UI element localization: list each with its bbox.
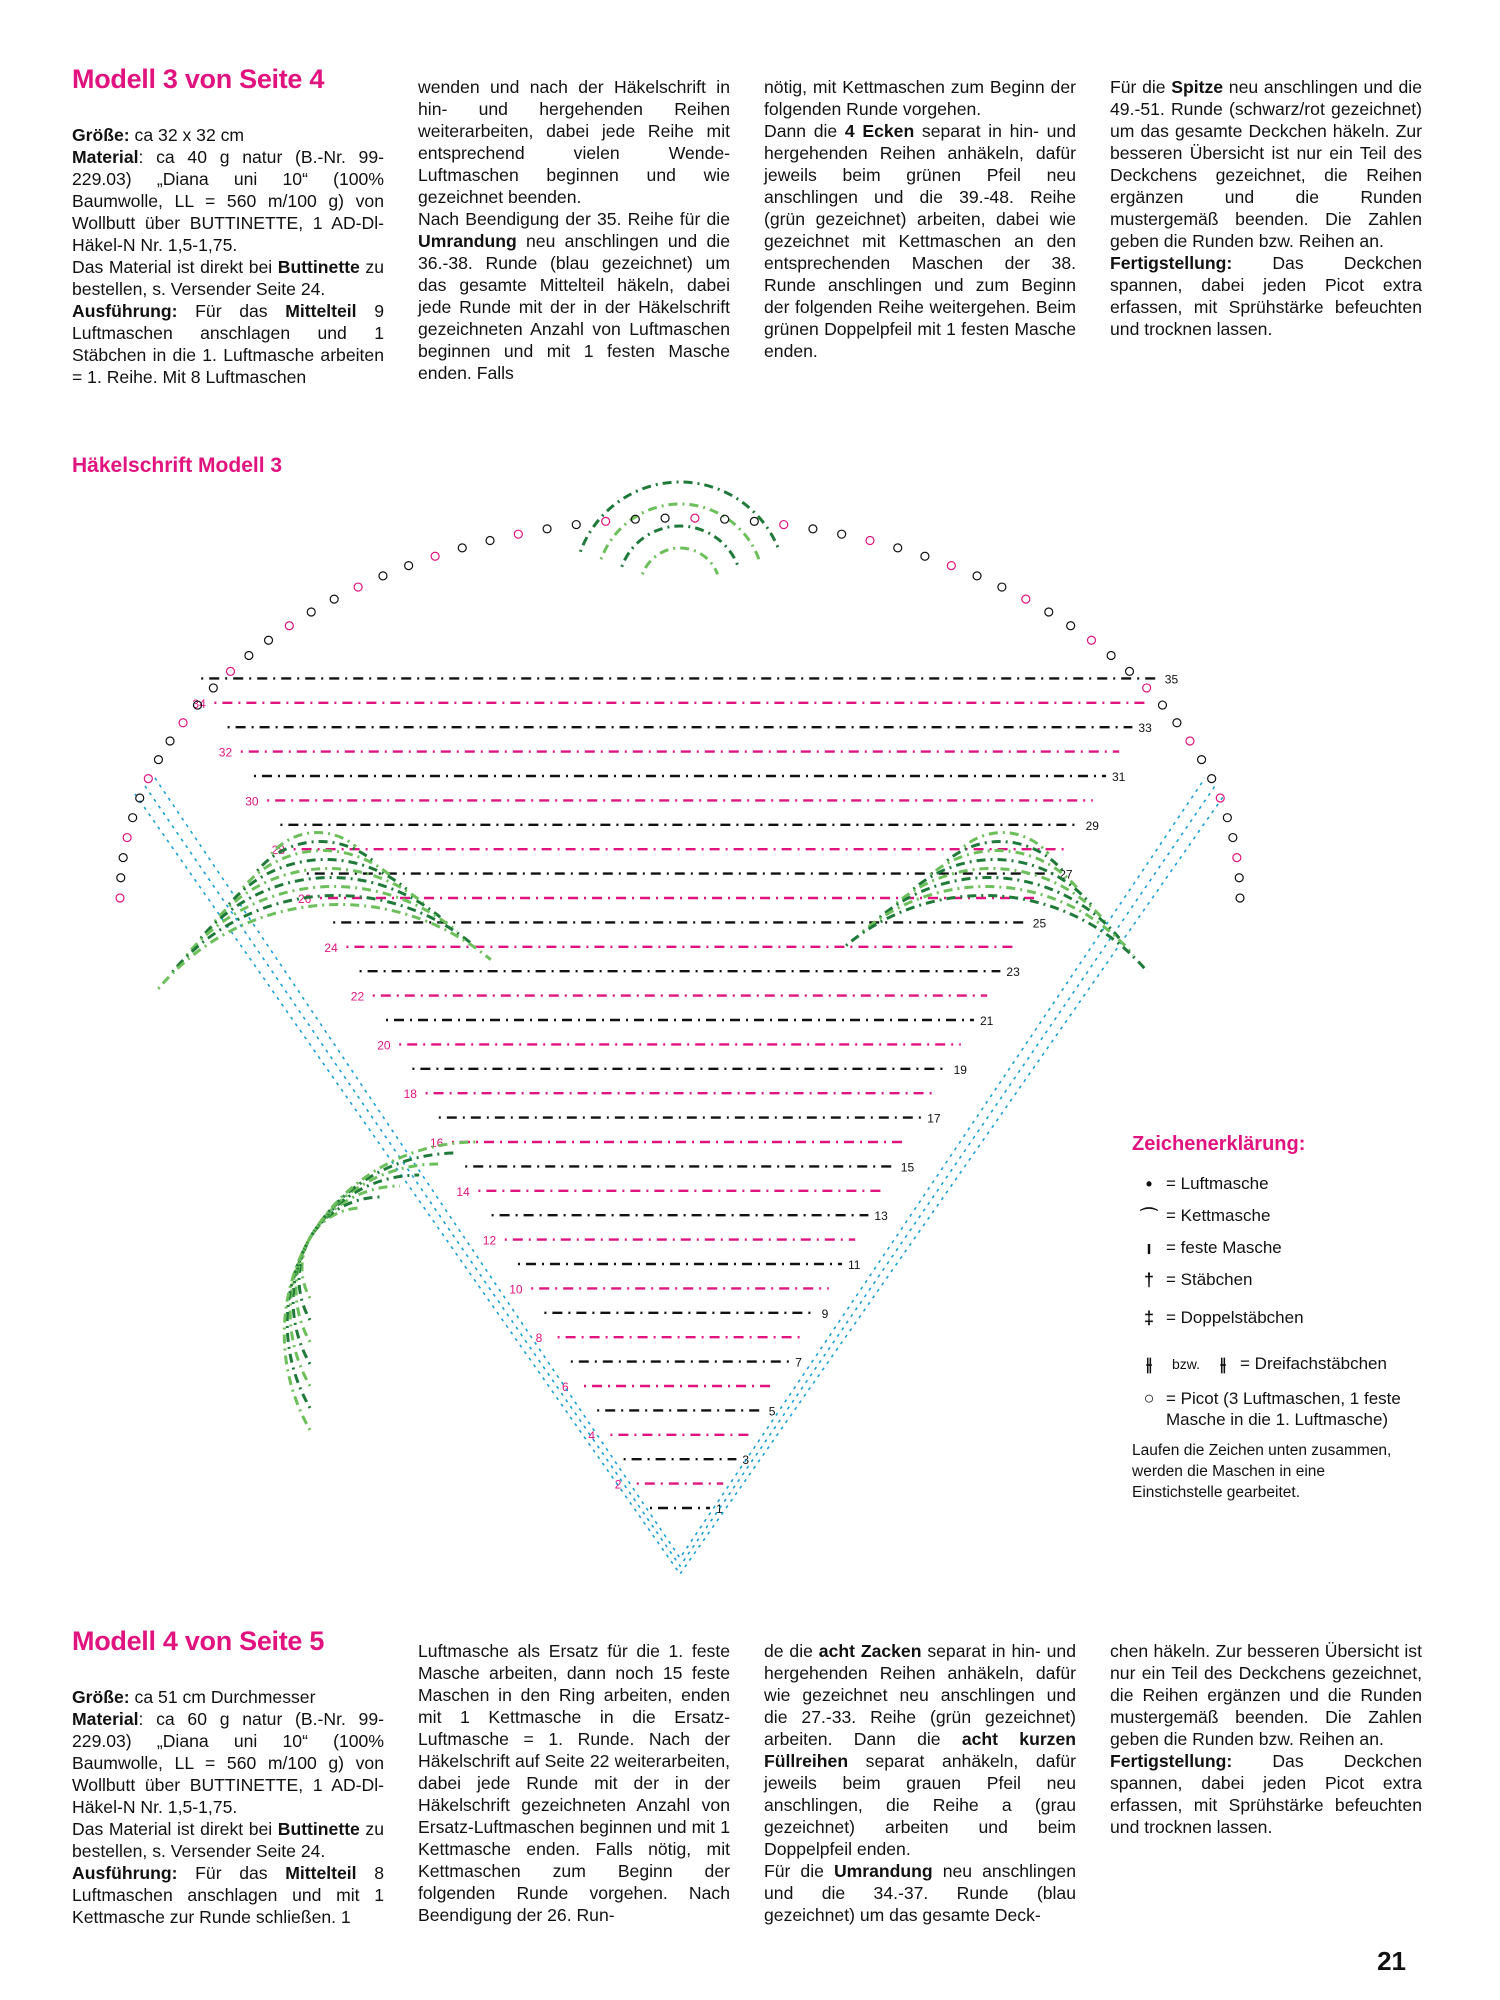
picot-mark	[458, 544, 466, 552]
picot-mark	[1158, 701, 1166, 709]
symbol-legend	[1132, 1133, 1452, 1503]
picot-mark	[179, 719, 187, 727]
row-number-label: 2	[614, 1477, 622, 1492]
legend-note: Laufen die Zeichen unten zusammen, werden die Maschen in eine Einstichstelle gearbeitet.	[1132, 1442, 1392, 1501]
picot-mark	[572, 521, 580, 529]
picot-mark	[209, 684, 217, 692]
picot-mark	[921, 552, 929, 560]
picot-mark	[226, 667, 234, 675]
page-number: 21	[1377, 1946, 1406, 1976]
model3-heading: Modell 3 von Seite 4	[72, 64, 325, 94]
legend-label: = Kettmasche	[1166, 1206, 1271, 1225]
picot-mark	[602, 517, 610, 525]
picot-mark	[379, 572, 387, 580]
top-corner-fan	[580, 482, 779, 552]
picot-icon: ○	[1143, 1388, 1155, 1408]
picot-mark	[1087, 636, 1095, 644]
row-number-label: 31	[1112, 770, 1126, 784]
blue-round-path	[135, 794, 1225, 1574]
model3-column-3: nötig, mit Kettmaschen zum Beginn der folgenden Runde vorgehen. Dann die 4 Ecken separat in hin- und hergehenden Reihen anhäkeln, dafür jeweils beim grünen Pfeil neu anschlingen und die 39.-48. Reihe (grün gezeichnet) arbeiten, dabei wie gezeichnet mit Kettmaschen an den entsprechenden Maschen der 38. Runde anschlingen und zum Beginn der folgenden Reihe weitergehen. Beim grünen Doppelpfeil mit 1 festen Masche enden.	[764, 77, 1077, 361]
row-number-label: 23	[1006, 965, 1020, 980]
picot-mark	[1067, 622, 1075, 630]
row-number-label: 32	[218, 745, 233, 760]
lower-left-corner-fan	[284, 1142, 476, 1430]
double-crochet-icon: †	[1143, 1269, 1154, 1290]
picot-mark	[1107, 651, 1115, 659]
picot-mark	[486, 537, 494, 545]
chart-title: Häkelschrift Modell 3	[72, 454, 283, 477]
row-number-label: 1	[716, 1502, 723, 1516]
legend-row-dreifachstaebchen	[1132, 1340, 1452, 1388]
row-number-label: 5	[768, 1404, 776, 1419]
row-number-label: 27	[1059, 867, 1073, 882]
row-number-label: 6	[562, 1380, 569, 1394]
top-corner-fan	[622, 526, 739, 567]
single-crochet-icon: ı	[1146, 1237, 1152, 1258]
row-number-label: 33	[1138, 721, 1152, 736]
row-number-label: 24	[324, 940, 338, 955]
picot-mark	[1198, 756, 1206, 764]
picot-mark	[1229, 834, 1237, 842]
picot-mark	[245, 651, 253, 659]
row-number-label: 7	[795, 1355, 802, 1370]
picot-mark	[1235, 874, 1243, 882]
picot-mark	[117, 874, 125, 882]
legend-row-doppelstaebchen	[1132, 1296, 1452, 1340]
legend-label: = Stäbchen	[1166, 1270, 1253, 1289]
row-number-label: 29	[1085, 818, 1099, 833]
picot-mark	[1143, 684, 1151, 692]
picot-mark	[1223, 814, 1231, 822]
treble-crochet-icon: ‡	[1143, 1307, 1154, 1328]
picot-mark	[123, 834, 131, 842]
picot-mark	[307, 608, 315, 616]
picot-mark	[661, 514, 669, 522]
legend-title: Zeichenerklärung:	[1132, 1133, 1306, 1155]
row-number-label: 35	[1164, 672, 1179, 687]
model3-column-4: Für die Spitze neu anschlingen und die 49.-51. Runde (schwarz/rot gezeichnet) um das gesamte Deckchen häkeln. Zur besseren Übersicht ist nur ein Teil des Deckchens gezeichnet, die Reihen ergänzen und die Runden mustergemäß beenden. Die Zahlen geben die Runden bzw. Reihen an. Fertigstellung: Das Deckchen spannen, dabei jeden Picot extra erfassen, mit Sprühstärke befeuchten und trocknen lassen.	[1110, 77, 1422, 339]
triple-treble-icon: ⫲	[1146, 1353, 1152, 1374]
legend-row-kettmasche	[1132, 1200, 1452, 1232]
legend-label: = Dreifachstäbchen	[1240, 1354, 1387, 1373]
picot-mark	[894, 544, 902, 552]
lower-left-corner-fan	[302, 1208, 362, 1298]
picot-mark	[1186, 737, 1194, 745]
row-number-label: 10	[509, 1282, 523, 1297]
picot-mark	[116, 894, 124, 902]
legend-connector: bzw.	[1172, 1356, 1201, 1372]
row-number-label: 25	[1032, 916, 1047, 931]
model4-column-3: de die acht Zacken separat in hin- und hergehenden Reihen anhäkeln, dafür wie gezeichnet neu anschlingen und die 27.-33. Reihe (grün gezeichnet) arbeiten. Dann die acht kurzen Füllreihen separat anhäkeln, dafür jeweils beim grauen Pfeil neu anschlingen, die Reihe a (grau gezeichnet) arbeiten und beim Doppelpfeil enden. Für die Umrandung neu anschlingen und die 34.-37. Runde (blau gezeichnet) um das gesamte Deck-	[764, 1641, 1077, 1925]
row-number-label: 19	[953, 1062, 967, 1077]
picot-mark	[543, 525, 551, 533]
row-number-label: 4	[588, 1428, 596, 1443]
chain-stitch-icon: •	[1145, 1173, 1153, 1194]
lower-left-corner-fan	[293, 1175, 419, 1364]
picot-mark	[1126, 667, 1134, 675]
picot-mark	[780, 521, 788, 529]
left-corner-fan	[172, 895, 473, 971]
picot-mark	[998, 583, 1006, 591]
row-number-label: 8	[535, 1331, 543, 1346]
row-number-label: 26	[298, 892, 312, 906]
row-number-label: 13	[874, 1209, 888, 1224]
row-number-label: 20	[377, 1038, 391, 1053]
row-number-label: 9	[821, 1306, 829, 1321]
picot-mark	[750, 517, 758, 525]
row-number-label: 16	[430, 1136, 444, 1150]
picot-mark	[119, 854, 127, 862]
row-number-label: 14	[456, 1184, 470, 1199]
legend-row-feste-masche	[1132, 1232, 1452, 1264]
picot-mark	[514, 530, 522, 538]
legend-label: = Luftmasche	[1166, 1174, 1269, 1193]
picot-mark	[838, 530, 846, 538]
picot-mark	[405, 562, 413, 570]
picot-mark	[866, 537, 874, 545]
top-corner-fan	[601, 504, 759, 559]
row-number-label: 28	[271, 843, 285, 858]
model4-column-4: chen häkeln. Zur besseren Übersicht ist nur ein Teil des Deckchens gezeichnet, die Reihen ergänzen und die Runden mustergemäß beenden. Die Zahlen geben die Runden bzw. Reihen an. Fertigstellung: Das Deckchen spannen, dabei jeden Picot extra erfassen, mit Sprühstärke befeuchten und trocknen lassen.	[1110, 1641, 1422, 1837]
legend-label: = Picot (3 Luftmaschen, 1 feste Masche in die 1. Luftmasche)	[1166, 1389, 1401, 1429]
picot-mark	[1173, 719, 1181, 727]
legend-row-picot	[1132, 1388, 1452, 1430]
triple-treble-alt-icon: ⫲	[1220, 1353, 1226, 1374]
row-number-label: 18	[403, 1087, 417, 1102]
picot-mark	[973, 572, 981, 580]
picot-mark	[1233, 854, 1241, 862]
picot-mark	[947, 562, 955, 570]
picot-mark	[1236, 894, 1244, 902]
picot-mark	[431, 552, 439, 560]
legend-label: = Doppelstäbchen	[1166, 1308, 1304, 1327]
row-number-label: 30	[245, 794, 259, 809]
picot-mark	[166, 737, 174, 745]
picot-mark	[144, 775, 152, 783]
legend-row-staebchen	[1132, 1264, 1452, 1296]
picot-mark	[129, 814, 137, 822]
row-number-label: 22	[350, 989, 365, 1004]
picot-mark	[265, 636, 273, 644]
model4-column-1: Größe: ca 51 cm Durchmesser Material: ca 60 g natur (B.-Nr. 99-229.03) „Diana uni 10“ (100% Baumwolle, LL = 560 m/100 g) von Wollbutt über BUTTINETTE, 1 AD-Dl-Häkel-N Nr. 1,5-1,75. Das Material ist direkt bei Buttinette zu bestellen, s. Versender Seite 24. Ausführung: Für das Mittelteil 8 Luftmaschen anschlagen und mit 1 Kettmasche zur Runde schließen. 1	[72, 1687, 384, 1927]
row-number-label: 3	[742, 1453, 750, 1468]
model4-column-2: Luftmasche als Ersatz für die 1. feste Masche arbeiten, dann noch 15 feste Maschen in den Ring arbeiten, enden mit 1 Kettmasche in die Ersatz-Luftmasche = 1. Runde. Nach der Häkelschrift auf Seite 22 weiterarbeiten, dabei jede Runde mit der in der Häkelschrift gezeichneten Anzahl von Ersatz-Luftmaschen beginnen und mit 1 Kettmasche enden. Falls nötig, mit Kettmaschen zum Beginn der folgenden Runde vorgehen. Nach Beendigung der 26. Run-	[418, 1641, 730, 1925]
row-number-label: 21	[980, 1014, 994, 1028]
legend-label: = feste Masche	[1166, 1238, 1282, 1257]
blue-round-path	[155, 778, 1205, 1558]
row-number-label: 17	[927, 1111, 941, 1126]
model3-column-1: Größe: ca 32 x 32 cm Material: ca 40 g natur (B.-Nr. 99-229.03) „Diana uni 10“ (100% Baumwolle, LL = 560 m/100 g) von Wollbutt über BUTTINETTE, 1 AD-Dl-Häkel-N Nr. 1,5-1,75. Das Material ist direkt bei Buttinette zu bestellen, s. Versender Seite 24. Ausführung: Für das Mittelteil 9 Luftmaschen anschlagen und 1 Stäbchen in die 1. Luftmasche arbeiten = 1. Reihe. Mit 8 Luftmaschen	[72, 125, 384, 387]
picot-mark	[1022, 595, 1030, 603]
picot-mark	[285, 622, 293, 630]
lower-left-corner-fan	[296, 1186, 400, 1342]
picot-mark	[691, 514, 699, 522]
lower-left-corner-fan	[299, 1197, 381, 1320]
picot-mark	[354, 583, 362, 591]
row-number-label: 11	[848, 1258, 861, 1272]
row-number-label: 15	[900, 1160, 915, 1175]
legend-row-luftmasche	[1132, 1168, 1452, 1200]
picot-mark	[1208, 775, 1216, 783]
crochet-chart	[95, 478, 1295, 1578]
model4-heading: Modell 4 von Seite 5	[72, 1626, 325, 1656]
picot-mark	[721, 515, 729, 523]
slip-stitch-icon: ⌒	[1140, 1207, 1158, 1227]
picot-mark	[809, 525, 817, 533]
top-corner-fan	[642, 548, 717, 574]
model3-column-2: wenden und nach der Häkelschrift in hin- und hergehenden Reihen weiterarbeiten, dabei jede Reihe mit entsprechend vielen Wende-Luftmaschen beginnen und wie gezeichnet beenden. Nach Beendigung der 35. Reihe für die Umrandung neu anschlingen und die 36.-38. Runde (blau gezeichnet) um das gesamte Mittelteil häkeln, dabei jede Runde mit der in der Häkelschrift gezeichneten Anzahl von Luftmaschen beginnen und mit 1 festen Masche enden. Falls	[418, 77, 730, 383]
picot-mark	[154, 756, 162, 764]
picot-mark	[330, 595, 338, 603]
picot-mark	[1045, 608, 1053, 616]
row-number-label: 34	[192, 696, 206, 711]
row-number-label: 12	[482, 1233, 497, 1248]
